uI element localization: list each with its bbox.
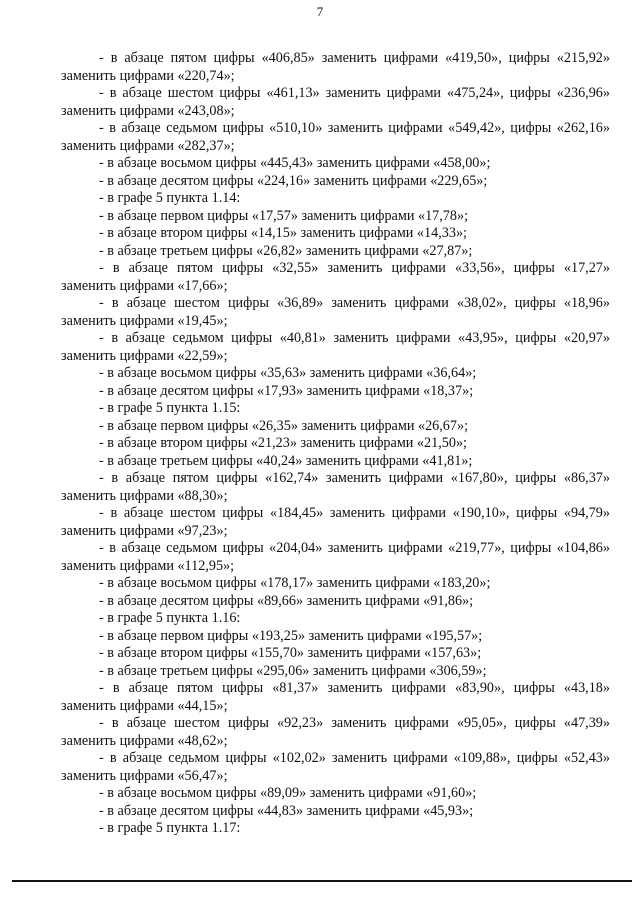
paragraph: - в абзаце восьмом цифры «445,43» заменить цифрами «458,00»;: [99, 155, 491, 171]
paragraph: - в абзаце седьмом цифры «204,04» заменить цифрами «219,77», цифры «104,86» заменить цифрами «112,95»;: [61, 540, 610, 574]
paragraph: - в абзаце пятом цифры «32,55» заменить цифрами «33,56», цифры «17,27» заменить цифрами «17,66»;: [61, 260, 610, 294]
page-number: 7: [316, 4, 324, 19]
paragraph: - в абзаце втором цифры «14,15» заменить цифрами «14,33»;: [99, 225, 467, 241]
document-body: [61, 50, 610, 838]
paragraph: - в абзаце десятом цифры «89,66» заменить цифрами «91,86»;: [99, 592, 474, 609]
paragraph: - в абзаце седьмом цифры «102,02» заменить цифрами «109,88», цифры «52,43» заменить цифрами «56,47»;: [61, 750, 610, 784]
section-heading-1-16: - в графе 5 пункта 1.16:: [99, 610, 241, 626]
paragraph: - в абзаце первом цифры «193,25» заменить цифрами «195,57»;: [99, 627, 483, 644]
paragraph: - в абзаце втором цифры «21,23» заменить цифрами «21,50»;: [99, 435, 467, 451]
paragraph: - в абзаце третьем цифры «26,82» заменить цифрами «27,87»;: [99, 242, 473, 259]
paragraph: - в абзаце третьем цифры «40,24» заменить цифрами «41,81»;: [99, 452, 473, 469]
paragraph: - в абзаце восьмом цифры «35,63» заменить цифрами «36,64»;: [99, 365, 477, 381]
paragraph: - в абзаце восьмом цифры «178,17» заменить цифрами «183,20»;: [99, 575, 491, 591]
paragraph: - в абзаце пятом цифры «162,74» заменить цифрами «167,80», цифры «86,37» заменить цифрами «88,30»;: [61, 470, 610, 504]
paragraph: - в абзаце седьмом цифры «40,81» заменить цифрами «43,95», цифры «20,97» заменить цифрами «22,59»;: [61, 330, 610, 364]
paragraph: - в абзаце шестом цифры «461,13» заменить цифрами «475,24», цифры «236,96» заменить цифрами «243,08»;: [61, 85, 610, 119]
paragraph: - в абзаце первом цифры «26,35» заменить цифрами «26,67»;: [99, 417, 469, 434]
paragraph: - в абзаце втором цифры «155,70» заменить цифрами «157,63»;: [99, 645, 482, 661]
paragraph: - в абзаце шестом цифры «92,23» заменить цифрами «95,05», цифры «47,39» заменить цифрами «48,62»;: [61, 715, 610, 749]
paragraph: - в абзаце пятом цифры «81,37» заменить цифрами «83,90», цифры «43,18» заменить цифрами «44,15»;: [61, 680, 610, 714]
section-heading-1-15: - в графе 5 пункта 1.15:: [99, 400, 241, 416]
paragraph: - в абзаце шестом цифры «36,89» заменить цифрами «38,02», цифры «18,96» заменить цифрами «19,45»;: [61, 295, 610, 329]
paragraph: - в абзаце пятом цифры «406,85» заменить цифрами «419,50», цифры «215,92» заменить цифрами «220,74»;: [61, 50, 610, 84]
bottom-divider: [12, 880, 632, 882]
paragraph: - в абзаце восьмом цифры «89,09» заменить цифрами «91,60»;: [99, 785, 477, 801]
paragraph: - в абзаце десятом цифры «17,93» заменить цифрами «18,37»;: [99, 382, 474, 399]
paragraph: - в абзаце десятом цифры «224,16» заменить цифрами «229,65»;: [99, 172, 488, 189]
paragraph: - в абзаце десятом цифры «44,83» заменить цифрами «45,93»;: [99, 802, 474, 819]
paragraph: - в абзаце первом цифры «17,57» заменить цифрами «17,78»;: [99, 207, 469, 224]
section-heading-1-17: - в графе 5 пункта 1.17:: [99, 820, 241, 836]
paragraph: - в абзаце шестом цифры «184,45» заменить цифрами «190,10», цифры «94,79» заменить цифрами «97,23»;: [61, 505, 610, 539]
section-heading-1-14: - в графе 5 пункта 1.14:: [99, 190, 241, 206]
paragraph: - в абзаце седьмом цифры «510,10» заменить цифрами «549,42», цифры «262,16» заменить цифрами «282,37»;: [61, 120, 610, 154]
paragraph: - в абзаце третьем цифры «295,06» заменить цифрами «306,59»;: [99, 662, 487, 679]
